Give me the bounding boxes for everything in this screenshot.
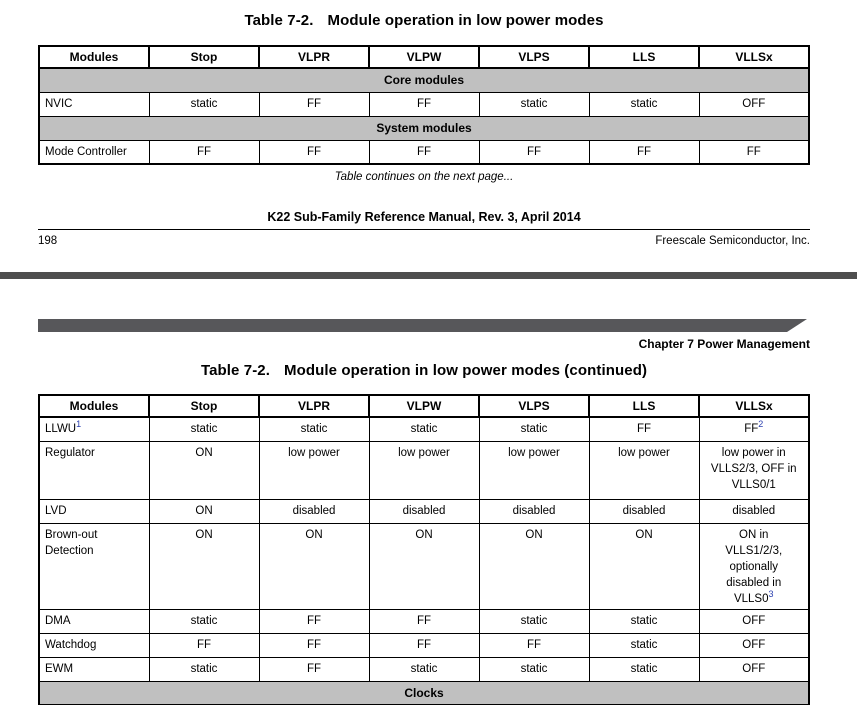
- manual-title-footer: K22 Sub-Family Reference Manual, Rev. 3, April 2014: [267, 210, 581, 224]
- page-break-separator: [0, 272, 857, 279]
- mode-value-cell: static: [369, 417, 479, 441]
- table-row: [39, 499, 809, 523]
- mode-value-cell: static: [479, 92, 589, 116]
- table-number: Table 7-2.: [200, 362, 271, 379]
- mode-value-cell: static: [149, 417, 259, 441]
- mode-value-cell: FF: [259, 633, 369, 657]
- mode-value-cell: static: [259, 417, 369, 441]
- column-header: LLS: [589, 395, 699, 417]
- module-name-cell: EWM: [39, 657, 149, 681]
- module-name-cell: Regulator: [39, 441, 149, 499]
- mode-value-cell: FF: [259, 140, 369, 164]
- column-header: VLLSx: [699, 395, 809, 417]
- mode-value-cell: low power: [259, 441, 369, 499]
- mode-value-cell: disabled: [369, 499, 479, 523]
- module-operation-table-page1: [38, 45, 810, 165]
- mode-value-cell: FF: [479, 140, 589, 164]
- section-row: [39, 116, 809, 140]
- mode-value-cell: low power: [479, 441, 589, 499]
- mode-value-cell: FF: [369, 609, 479, 633]
- section-row: [39, 681, 809, 705]
- module-name-cell: Watchdog: [39, 633, 149, 657]
- mode-value-cell: FF: [589, 140, 699, 164]
- header-row: [39, 46, 809, 68]
- column-header: VLPS: [479, 46, 589, 68]
- mode-value-cell: FF: [149, 140, 259, 164]
- mode-value-cell: static: [589, 92, 699, 116]
- mode-value-cell: disabled: [259, 499, 369, 523]
- mode-value-cell: FF: [369, 92, 479, 116]
- mode-value-cell: ON: [369, 523, 479, 609]
- column-header: Modules: [39, 46, 149, 68]
- mode-value-cell: low power in VLLS2/3, OFF in VLLS0/1: [699, 441, 809, 499]
- module-name-cell: Mode Controller: [39, 140, 149, 164]
- module-name-cell: LLWU$^1$: [39, 417, 149, 441]
- header-row: [39, 395, 809, 417]
- table-row: [39, 523, 809, 609]
- module-name-cell: NVIC: [39, 92, 149, 116]
- column-header: VLPR: [259, 395, 369, 417]
- column-header: VLPW: [369, 395, 479, 417]
- section-label: Core modules: [39, 68, 809, 92]
- section-row: [39, 68, 809, 92]
- mode-value-cell: FF: [259, 657, 369, 681]
- footnote-ref[interactable]: 1: [76, 419, 82, 430]
- footer-divider: [38, 229, 810, 230]
- mode-value-cell: static: [149, 657, 259, 681]
- mode-value-cell: OFF: [699, 92, 809, 116]
- mode-value-cell: disabled: [479, 499, 589, 523]
- column-header: VLPR: [259, 46, 369, 68]
- page-footer: [38, 235, 810, 247]
- mode-value-cell: FF: [369, 140, 479, 164]
- module-operation-table-page2: [38, 394, 810, 705]
- mode-value-cell: ON: [149, 499, 259, 523]
- column-header: VLPS: [479, 395, 589, 417]
- table-row: [39, 140, 809, 164]
- table-row: [39, 441, 809, 499]
- mode-value-cell: ON in VLLS1/2/3, optionally disabled in VLLS0$^3$: [699, 523, 809, 609]
- mode-value-cell: static: [149, 92, 259, 116]
- mode-value-cell: FF$^2$: [699, 417, 809, 441]
- mode-value-cell: static: [589, 657, 699, 681]
- table-row: [39, 92, 809, 116]
- mode-value-cell: ON: [259, 523, 369, 609]
- table-row: [39, 657, 809, 681]
- publisher-name: Freescale Semiconductor, Inc.: [655, 235, 810, 247]
- table-title-page1: [38, 12, 810, 29]
- mode-value-cell: OFF: [699, 609, 809, 633]
- module-table-page1-wrap: [38, 45, 810, 165]
- table-caption: Module operation in low power modes (continued): [284, 362, 648, 379]
- footnote-ref[interactable]: 2: [758, 419, 764, 430]
- table-row: [39, 633, 809, 657]
- chapter-banner-bar: [38, 319, 807, 332]
- mode-value-cell: OFF: [699, 633, 809, 657]
- mode-value-cell: ON: [149, 441, 259, 499]
- column-header: Modules: [39, 395, 149, 417]
- mode-value-cell: ON: [149, 523, 259, 609]
- mode-value-cell: static: [149, 609, 259, 633]
- mode-value-cell: FF: [589, 417, 699, 441]
- mode-value-cell: OFF: [699, 657, 809, 681]
- table-title-page2: [38, 362, 810, 379]
- column-header: LLS: [589, 46, 699, 68]
- footnote-ref[interactable]: 3: [768, 588, 774, 599]
- mode-value-cell: FF: [149, 633, 259, 657]
- mode-value-cell: FF: [699, 140, 809, 164]
- column-header: VLPW: [369, 46, 479, 68]
- module-name-cell: LVD: [39, 499, 149, 523]
- mode-value-cell: ON: [479, 523, 589, 609]
- mode-value-cell: static: [589, 633, 699, 657]
- mode-value-cell: FF: [369, 633, 479, 657]
- mode-value-cell: static: [479, 609, 589, 633]
- mode-value-cell: low power: [589, 441, 699, 499]
- column-header: Stop: [149, 395, 259, 417]
- table-number: Table 7-2.: [244, 12, 314, 29]
- mode-value-cell: static: [589, 609, 699, 633]
- mode-value-cell: static: [479, 417, 589, 441]
- mode-value-cell: static: [479, 657, 589, 681]
- mode-value-cell: ON: [589, 523, 699, 609]
- module-table-page2-wrap: [38, 394, 810, 705]
- mode-value-cell: static: [369, 657, 479, 681]
- mode-value-cell: low power: [369, 441, 479, 499]
- page-number: 198: [38, 235, 58, 247]
- chapter-header: Chapter 7 Power Management: [638, 337, 810, 351]
- module-name-cell: DMA: [39, 609, 149, 633]
- section-label: System modules: [39, 116, 809, 140]
- section-label: Clocks: [39, 681, 809, 705]
- column-header: Stop: [149, 46, 259, 68]
- mode-value-cell: FF: [479, 633, 589, 657]
- mode-value-cell: disabled: [589, 499, 699, 523]
- table-caption: Module operation in low power modes: [327, 12, 604, 29]
- column-header: VLLSx: [699, 46, 809, 68]
- mode-value-cell: FF: [259, 609, 369, 633]
- table-continues-note: Table continues on the next page...: [334, 171, 514, 183]
- table-row: [39, 609, 809, 633]
- mode-value-cell: disabled: [699, 499, 809, 523]
- module-name-cell: Brown-out Detection: [39, 523, 149, 609]
- table-row: [39, 417, 809, 441]
- mode-value-cell: FF: [259, 92, 369, 116]
